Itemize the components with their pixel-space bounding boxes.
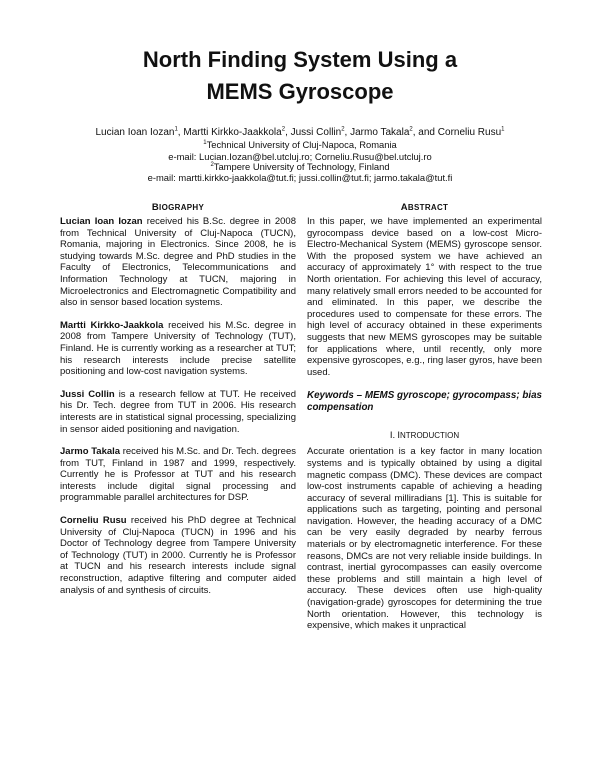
- biography-paragraph: [60, 446, 296, 504]
- affiliation-1: [40, 140, 560, 151]
- bio-text: received his PhD degree at Technical University of Cluj-Napoca (TUCN) in 1996 and his Doctor of Technology degree from Tampere University of Technology (TUT) in 2000. Currently he is Professor at TUCN and his research interests include signal reconstruction, adaptive filtering and computer aided analysis of and synthesis of circuits.: [60, 515, 297, 596]
- author-name: Jussi Collin: [290, 127, 342, 138]
- bio-text: received his B.Sc. degree in 2008 from Technical University of Cluj-Napoca (TUCN), Romania, majoring in Electronics. Since 2008, he is studying towards M.Sc. degree and PhD studies in the Faculty of Electronics, Telecommunications and Information Technology at TUCN, majoring in Microelectronics and Electromagnetic Compatibility and also in sensor based location systems.: [60, 216, 297, 309]
- introduction-heading: I. INTRODUCTION: [389, 430, 460, 442]
- biography-paragraph: [60, 515, 296, 596]
- bio-text: received his M.Sc. and Dr. Tech. degrees from TUT, Finland in 1987 and 1999, respectively. Currently he is Professor at TUT and his research interests include digital signal processing and programmable parallel architectures for DSP.: [60, 446, 296, 504]
- author-names: [40, 126, 560, 140]
- author-affiliation-mark: 2: [409, 126, 413, 133]
- bio-name: Lucian Ioan Iozan: [60, 216, 143, 227]
- affiliation-text: Tampere University of Technology, Finland: [213, 160, 390, 172]
- author-separator: ,: [177, 127, 184, 138]
- author-name: Martti Kirkko-Jaakkola: [183, 127, 282, 138]
- biography-heading: BIOGRAPHY: [151, 202, 205, 213]
- author-affiliation-mark: 1: [501, 126, 505, 133]
- author-name: Lucian Ioan Iozan: [95, 127, 175, 138]
- author-separator: ,: [285, 127, 291, 138]
- bio-name: Jussi Collin: [60, 388, 115, 400]
- introduction-text: Accurate orientation is a key factor in many location systems and is typically obtained by using a digital magnetic compass (DMC). These devices are compact low-cost instruments capable of achieving a heading accuracy of several milliradians [1]. This is suitable for applications such as targeting, pointing and personal navigation. However, the heading accuracy of a DMC can be very easily degraded by nearby ferrous materials or by electromagnetic interference. For these reasons, DMCs are not very reliable inside buildings. In contrast, inertial gyrocompasses can easily overcome these problems and still maintain a high level of accuracy. These devices often use high-quality (navigation-grade) gyroscopes for determining the true North orientation. However, this technology is expensive, which makes it unpractical: [307, 446, 542, 632]
- bio-name: Martti Kirkko-Jaakkola: [60, 319, 164, 331]
- paper-title: [0, 44, 600, 108]
- author-separator: , and: [412, 127, 438, 138]
- author-separator: ,: [344, 127, 351, 138]
- author-affiliation-mark: 2: [281, 126, 286, 133]
- abstract-heading: ABSTRACT: [400, 202, 449, 213]
- affiliation-2: [40, 162, 560, 173]
- affiliation-text: Technical University of Cluj-Napoca, Romania: [206, 139, 397, 150]
- author-name: Jarmo Takala: [350, 127, 410, 138]
- email-line-2: e-mail: martti.kirkko-jaakkola@tut.fi; jussi.collin@tut.fi; jarmo.takala@tut.fi: [147, 172, 453, 183]
- biography-paragraph: [60, 320, 296, 378]
- bio-text: received his M.Sc. degree in 2008 from Tampere University of Technology (TUT), Finland. He is currently working as a researcher at TUT; his research interests include precise satellite positioning and low-cost navigation systems.: [60, 319, 297, 378]
- author-affiliation-mark: 1: [174, 126, 178, 133]
- email-line-1: e-mail: Lucian.Iozan@bel.utcluj.ro; Corneliu.Rusu@bel.utcluj.ro: [168, 150, 432, 162]
- affiliation-mark: 2: [210, 161, 214, 168]
- left-column: [60, 202, 296, 596]
- author-block: [40, 126, 560, 183]
- bio-name: Jarmo Takala: [60, 446, 121, 458]
- biography-paragraph: [60, 216, 296, 309]
- bio-text: is a research fellow at TUT. He received his Dr. Tech. degree from TUT in 2006. His research interests are in statistical signal processing, specializing in sensor aided positioning and navigation.: [60, 388, 296, 435]
- title-line-2: MEMS Gyroscope: [206, 79, 394, 104]
- abstract-text: In this paper, we have implemented an experimental gyrocompass device based on a low-cost Micro-Electro-Mechanical System (MEMS) gyroscope sensor. With the proposed system we have achieved an accuracy of approximately 1° with respect to the true North orientation. For achieving this level of accuracy, many relatively small errors needed to be accounted for and eliminated. In this paper, we describe the procedures used to compensate for these errors. The high level of accuracy obtained in these experiments suggests that new MEMS gyroscopes may be suitable for applications where, until recently, only more expensive gyroscopes, e.g., ring laser gyros, have been used.: [307, 216, 542, 378]
- author-affiliation-mark: 2: [341, 126, 345, 133]
- affiliation-mark: 1: [203, 139, 207, 146]
- author-name: Corneliu Rusu: [437, 127, 502, 138]
- keywords: Keywords – MEMS gyroscope; gyrocompass; bias compensation: [307, 390, 542, 414]
- biography-paragraph: [60, 389, 296, 435]
- title-line-1: North Finding System Using a: [142, 47, 458, 72]
- right-column: [307, 202, 542, 632]
- bio-name: Corneliu Rusu: [60, 515, 127, 527]
